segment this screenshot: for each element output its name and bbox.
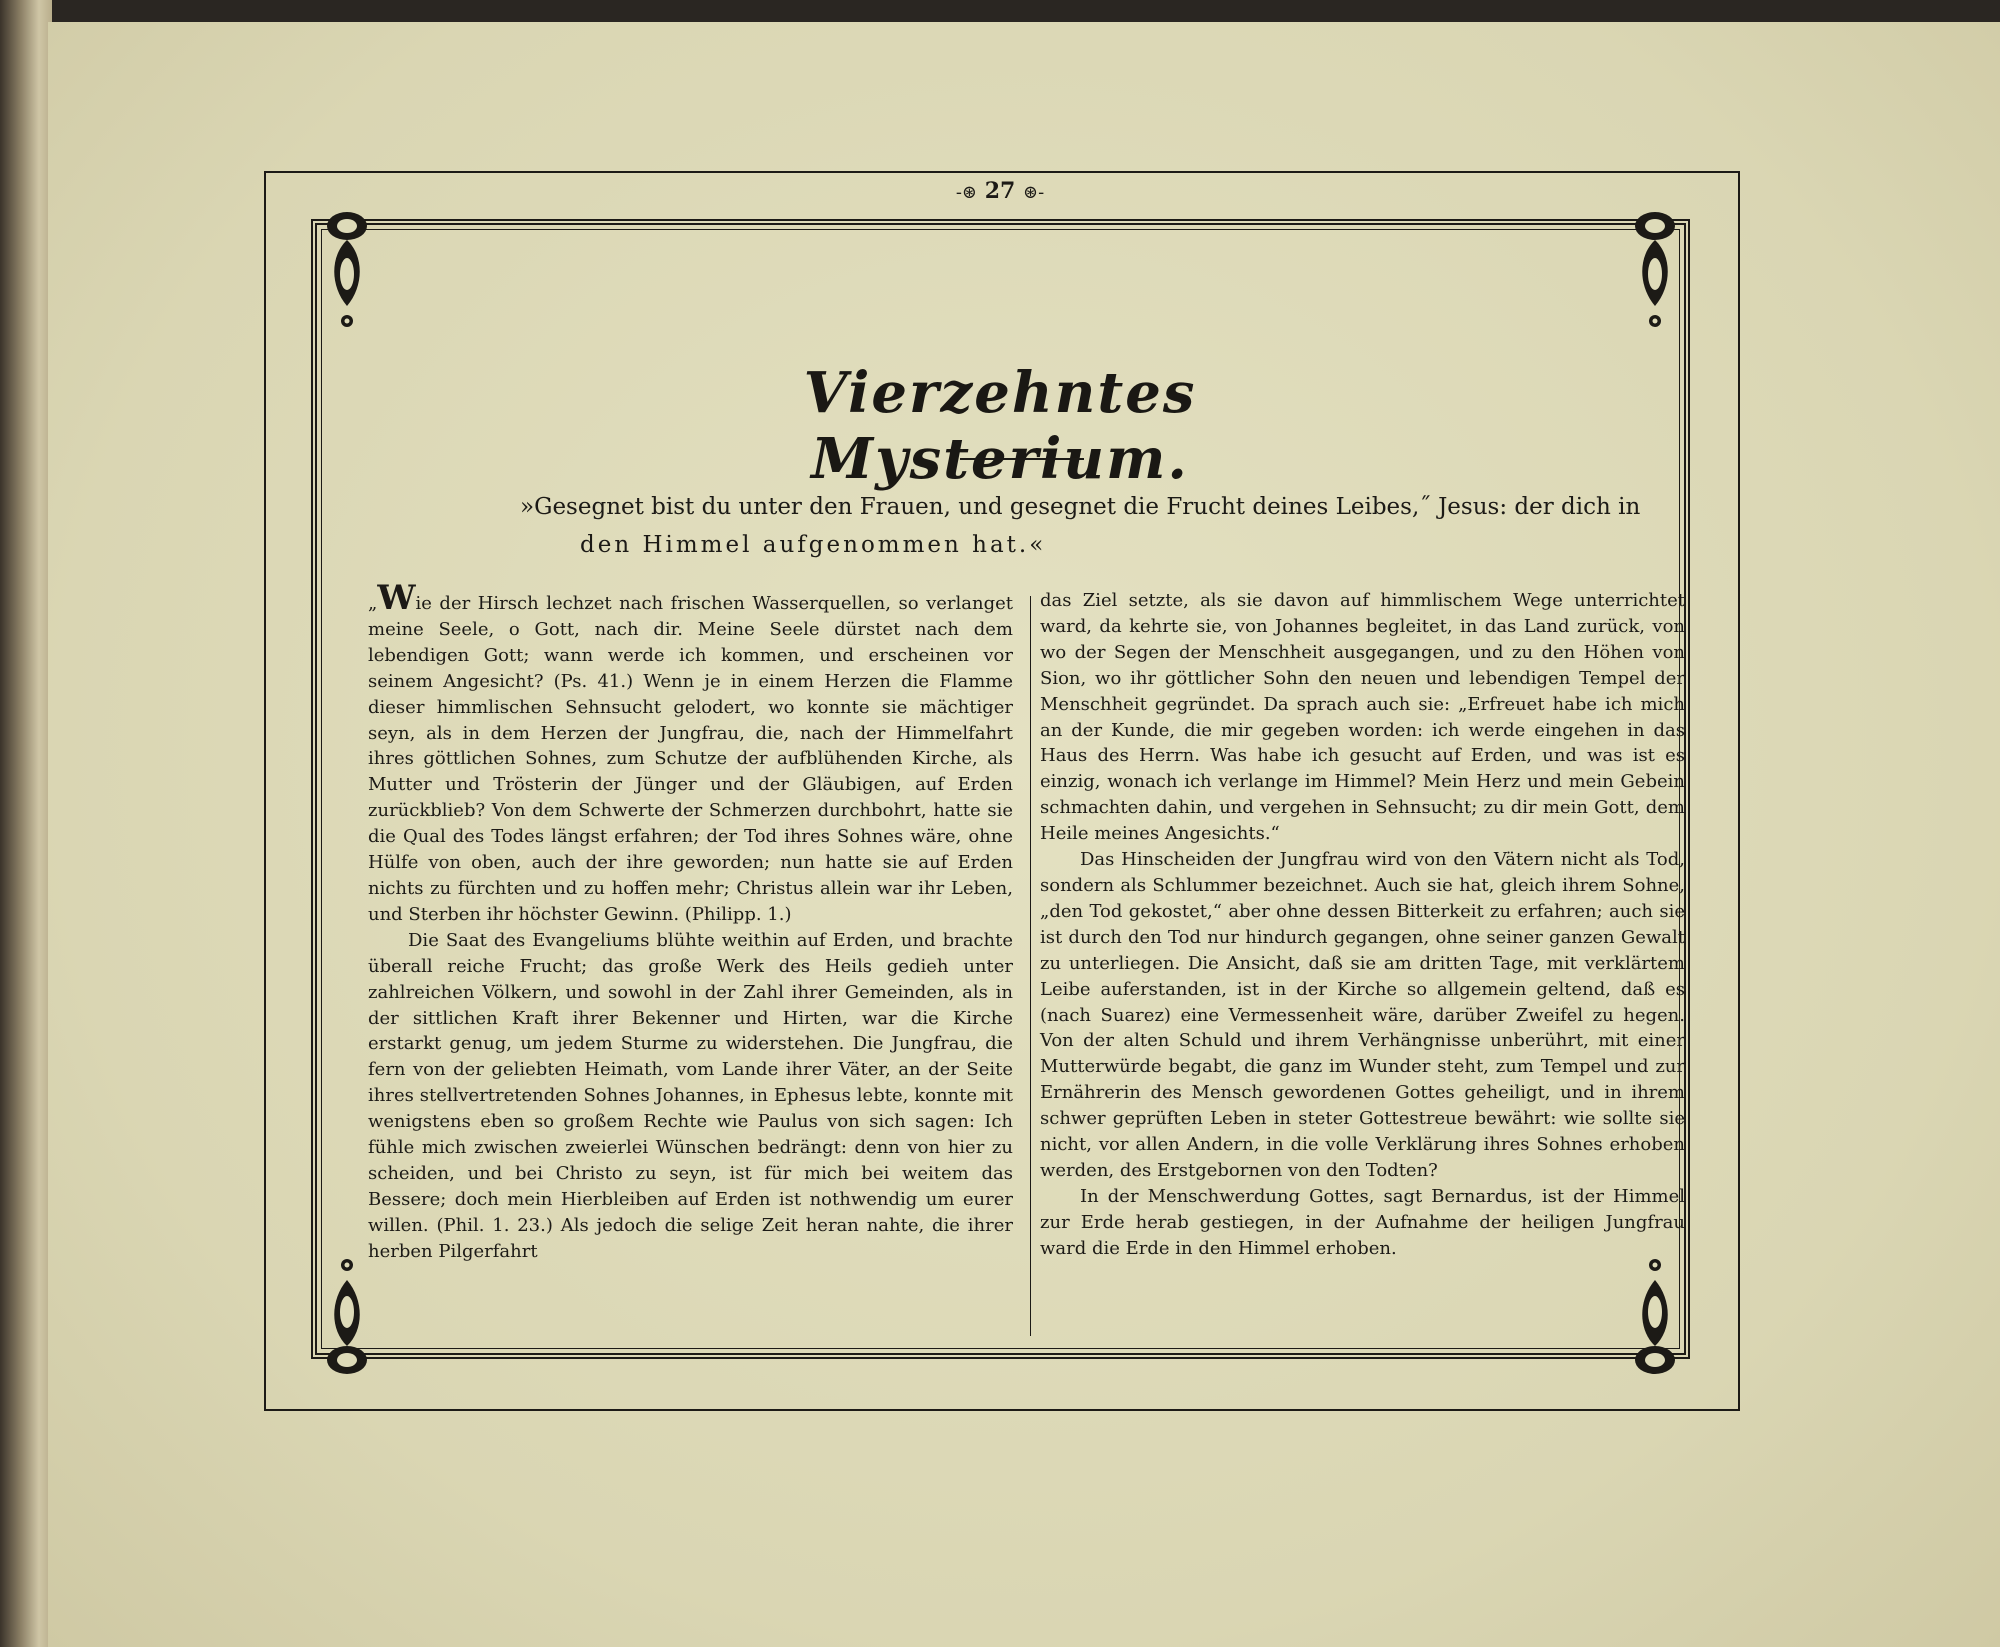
book-spine-edge	[0, 0, 52, 1647]
drop-cap: W	[377, 578, 416, 618]
paragraph-text: ie der Hirsch lechzet nach frischen Wasserquellen, so verlanget meine Seele, o Gott, nach dir. Meine Seele dürstet nach dem lebendigen Gott; wann werde ich kommen, und erscheinen vor seinem Angesicht? (Ps. 41.) Wenn je in einem Herzen die Flamme dieser himmlischen Sehnsucht gelodert, wo konnte sie mächtiger seyn, als in dem Herzen der Jungfrau, die, nach der Himmelfahrt ihres göttlichen Sohnes, zum Schutze der aufblühenden Kirche, als Mutter und Trösterin der Jünger und der Gläubigen, auf Erden zurückblieb? Von dem Schwerte der Schmerzen durchbohrt, hatte sie die Qual des Todes längst erfahren; der Tod ihres Sohnes wäre, ohne Hülfe von oben, auch der ihre geworden; nun hatte sie auf Erden nichts zu fürchten und zu hoffen mehr; Christus allein war ihr Leben, und Sterben ihr höchster Gewinn. (Philipp. 1.)	[368, 593, 1013, 925]
epigraph-line-2: den Himmel aufgenommen hat.«	[580, 532, 1047, 558]
paragraph: In der Menschwerdung Gottes, sagt Bernardus, ist der Himmel zur Erde herab gestiegen, in der Aufnahme der heiligen Jungfrau ward die Erde in den Himmel erhoben.	[1040, 1185, 1685, 1259]
paragraph: Die Saat des Evangeliums blühte weithin auf Erden, und brachte überall reiche Frucht; das große Werk des Heils gedieh unter zahlreichen Völkern, und sowohl in der Zahl ihrer Gemeinden, als in der sittlichen Kraft ihrer Bekenner und Hirten, war die Kirche erstarkt genug, um jedem Sturme zu widerstehen. Die Jungfrau, die fern von der geliebten Heimath, vom Lande ihrer Väter, an der Seite ihres stellvertretenden Sohnes Johannes, in Ephesus lebte, konnte mit wenigstens eben so großem Rechte wie Paulus von sich sagen: Ich fühle mich zwischen zweierlei Wünschen bedrängt: denn von hier zu scheiden, und bei Christo zu seyn, ist für mich bei weitem das Bessere; doch mein Hierbleiben auf Erden ist nothwendig um eurer willen. (Phil. 1. 23.) Als jedoch die selige Zeit heran nahte, die ihrer herben Pilgerfahrt	[368, 929, 1013, 1262]
paragraph: Das Hinscheiden der Jungfrau wird von den Vätern nicht als Tod, sondern als Schlummer bezeichnet. Auch sie hat, gleich ihrem Sohne, „den Tod gekostet,“ aber ohne dessen Bitterkeit zu erfahren; auch sie ist durch den Tod nur hindurch gegangen, ohne seiner ganzen Gewalt zu unterliegen. Die Ansicht, daß sie am dritten Tage, mit verklärtem Leibe auferstanden, ist in der Kirche so allgemein geltend, daß es (nach Suarez) eine Vermessenheit wäre, darüber Zweifel zu hegen. Von der alten Schuld und ihrem Verhängnisse unberührt, mit einer Mutterwürde begabt, die ganz im Wunder steht, zum Tempel und zur Ernährerin des Mensch gewordenen Gottes geheiligt, und in ihrem schwer geprüften Leben in steter Gottestreue bewährt: wie sollte sie nicht, vor allen Andern, in die volle Verklärung ihres Sohnes erhoben werden, des Erstgebornen von den Todten?	[1040, 849, 1685, 1181]
corner-ornament-icon	[1628, 1240, 1682, 1390]
paragraph: das Ziel setzte, als sie davon auf himmlischem Wege unterrichtet ward, da kehrte sie, von Johannes begleitet, in das Land zurück, von wo der Segen der Menschheit ausgegangen, und zu den Höhen von Sion, wo ihr göttlicher Sohn den neuen und lebendigen Tempel der Menschheit gegründet. Da sprach auch sie: „Erfreuet habe ich mich an der Kunde, die mir gegeben worden: ich werde eingehen in das Haus des Herrn. Was habe ich gesucht auf Erden, und was ist es einzig, wonach ich verlange im Himmel? Mein Herz und mein Gebein schmachten dahin, und vergehen in Sehnsucht; zu dir mein Gott, dem Heile meines Angesichts.“	[1040, 590, 1685, 845]
page-number-value: 27	[984, 178, 1016, 204]
page-number-ornament-right: ⊛-	[1022, 182, 1045, 203]
corner-ornament-icon	[320, 1240, 374, 1390]
text-column-right	[1040, 588, 1685, 1262]
corner-ornament-icon	[320, 196, 374, 346]
text-column-left	[368, 578, 1013, 1265]
chapter-title: Vierzehntes Mysterium.	[803, 360, 1197, 492]
paragraph	[368, 578, 1013, 928]
corner-ornament-icon	[1628, 196, 1682, 346]
column-divider	[1030, 596, 1031, 1336]
epigraph	[520, 488, 1660, 564]
title-divider-rule	[960, 458, 1084, 460]
epigraph-line-1: »Gesegnet bist du unter den Frauen, und gesegnet die Frucht deines Leibes,˝ Jesus: der dich in	[520, 494, 1641, 520]
page-number-ornament-left: -⊛	[955, 182, 978, 203]
page-number	[900, 178, 1100, 204]
opening-quote: „	[368, 593, 378, 614]
